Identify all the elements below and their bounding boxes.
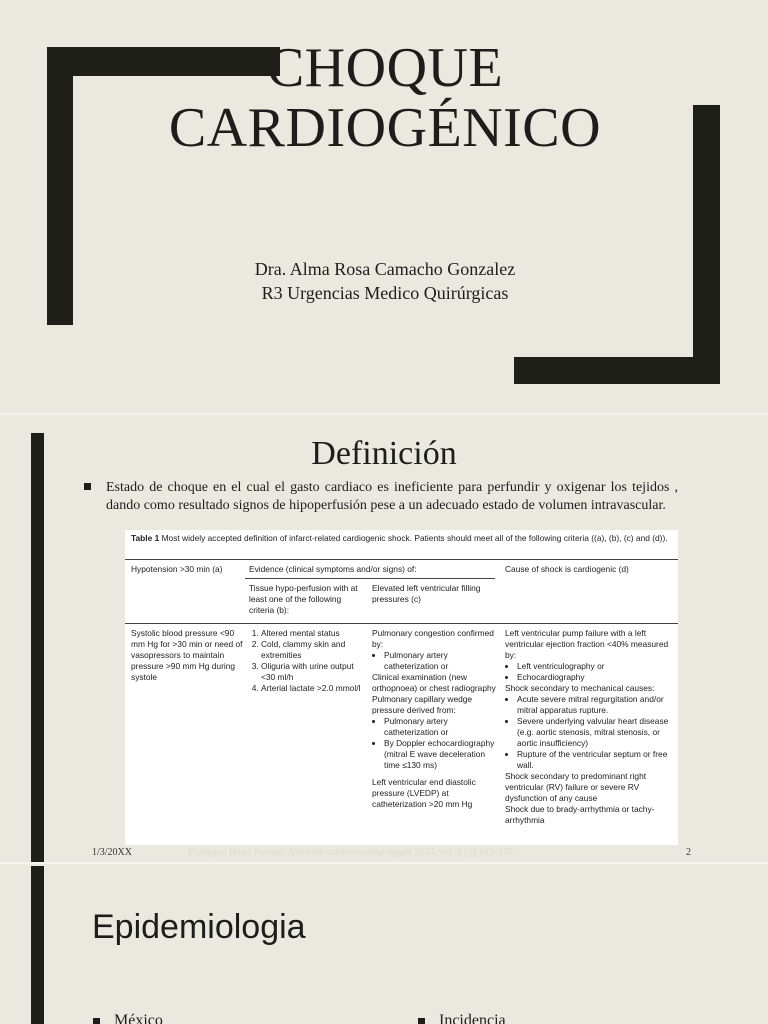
col-d-paragraph: Left ventricular pump failure with a left ventricular ejection fraction <40% measured by: xyxy=(505,628,669,660)
footer-page-number: 2 xyxy=(686,847,691,858)
frame-bar-bottom-right-horizontal xyxy=(514,357,720,384)
col-d-paragraph: Shock due to brady-arrhythmia or tachy-arrhythmia xyxy=(505,804,655,825)
title-slide xyxy=(0,0,768,413)
col-b-header: Tissue hypo-perfusion with at least one of the following criteria (b): xyxy=(249,583,358,615)
col-c-paragraph: Left ventricular end diastolic pressure (LVEDP) at catheterization >20 mm Hg xyxy=(372,777,476,809)
col-c-header: Elevated left ventricular filling pressures (c) xyxy=(372,583,481,604)
evidence-header: Evidence (clinical symptoms and/or signs) of: xyxy=(249,564,417,574)
col-d-item: • Echocardiography xyxy=(517,672,673,683)
slide-title xyxy=(120,38,650,158)
col-c-body xyxy=(372,628,497,810)
col-b-item: 4. Arterial lactate >2.0 mmol/l xyxy=(261,683,362,694)
title-line-2: CARDIOGÉNICO xyxy=(168,97,602,159)
col-a-body: Systolic blood pressure <90 mm Hg for >30 min or need of vasopressors to maintain pressure >90 mm Hg during systole xyxy=(131,628,243,682)
bullet-square-icon xyxy=(93,1018,100,1024)
col-d-paragraph: Shock secondary to mechanical causes: xyxy=(505,683,655,693)
bullet-square-icon xyxy=(418,1018,425,1024)
slide-title: Epidemiologia xyxy=(92,908,306,946)
col-d-item: • Severe underlying valvular heart disease (e.g. aortic stenosis, mitral stenosis, or aortic insufficiency) xyxy=(517,716,673,749)
epidemiology-slide xyxy=(0,864,768,1024)
col-d-item: • Acute severe mitral regurgitation and/or mitral apparatus rupture. xyxy=(517,694,673,716)
col-c-item: • Pulmonary artery catheterization or xyxy=(384,650,497,672)
author-role: R3 Urgencias Medico Quirúrgicas xyxy=(261,283,509,303)
col-c-item: • Pulmonary artery catheterization or xyxy=(384,716,497,738)
col-a-header: Hypotension >30 min (a) xyxy=(131,564,223,574)
footer-reference: European Heart Journal: Atención cardiovascular aguda 2020, vol. 9 (2) 183–197 xyxy=(188,847,514,858)
col-d-item: • Left ventriculography or xyxy=(517,661,673,672)
left-accent-bar xyxy=(31,866,44,1024)
col-d-header: Cause of shock is cardiogenic (d) xyxy=(505,564,629,574)
definition-slide xyxy=(0,415,768,862)
left-column-item xyxy=(93,1012,163,1024)
table-rule-top xyxy=(125,559,678,560)
author-name: Dra. Alma Rosa Camacho Gonzalez xyxy=(254,259,516,279)
right-column-text: Incidencia xyxy=(439,1012,506,1024)
col-c-item: • By Doppler echocardiography (mitral E wave deceleration time ≤130 ms) xyxy=(384,738,497,771)
table-caption-text: Most widely accepted definition of infarct-related cardiogenic shock. Patients should meet all of the following criteria ((a), (b), (c) and (d)). xyxy=(159,533,668,543)
col-b-item: 3. Oliguria with urine output <30 ml/h xyxy=(261,661,362,683)
left-accent-bar xyxy=(31,433,44,862)
col-d-paragraph: Shock secondary to predominant right ventricular (RV) failure or severe RV dysfunction of any cause xyxy=(505,771,647,803)
criteria-table xyxy=(125,530,678,845)
frame-bar-bottom-right-vertical xyxy=(693,105,720,384)
col-c-paragraph: Pulmonary congestion confirmed by: xyxy=(372,628,494,649)
table-caption xyxy=(131,533,671,544)
frame-bar-top-left-vertical xyxy=(47,47,73,325)
title-line-1: CHOQUE xyxy=(266,37,504,99)
col-b-item: 2. Cold, clammy skin and extremities xyxy=(261,639,362,661)
col-c-paragraph: Clinical examination (new orthopnoea) or chest radiography xyxy=(372,672,496,693)
slide-subtitle xyxy=(120,257,650,305)
table-rule-header xyxy=(125,623,678,624)
col-d-item: • Rupture of the ventricular septum or free wall. xyxy=(517,749,673,771)
col-d-body xyxy=(505,628,673,826)
right-column-item xyxy=(418,1012,506,1024)
col-c-paragraph: Pulmonary capillary wedge pressure derived from: xyxy=(372,694,473,715)
definition-bullet xyxy=(84,479,678,515)
col-b-item: 1. Altered mental status xyxy=(261,628,362,639)
col-b-body xyxy=(247,628,362,694)
slide-title: Definición xyxy=(311,435,457,472)
table-rule-evidence xyxy=(245,578,495,579)
left-column-text: México xyxy=(114,1012,163,1024)
table-caption-label: Table 1 xyxy=(131,533,160,543)
bullet-square-icon xyxy=(84,483,91,490)
footer-date: 1/3/20XX xyxy=(92,847,132,858)
definition-text: Estado de choque en el cual el gasto cardiaco es ineficiente para perfundir y oxigenar los tejidos , dando como resultado signos de hipoperfusión pese a un adecuado estado de volumen intravascular. xyxy=(106,480,678,513)
